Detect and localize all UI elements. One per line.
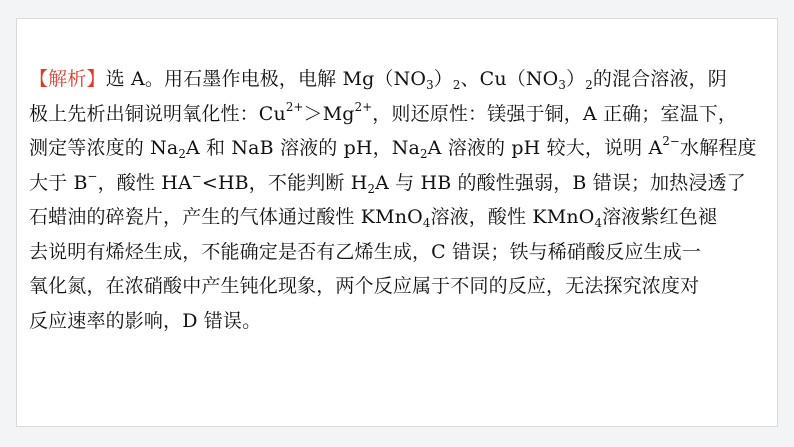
text-run: A 溶液的 pH 较大，说明 A (427, 137, 663, 159)
subscript: 2 (178, 147, 186, 162)
analysis-line-1 (29, 62, 777, 97)
text-run: ） (566, 68, 586, 90)
superscript: 2+ (285, 99, 304, 114)
superscript: − (87, 168, 98, 183)
superscript: 2− (662, 134, 681, 149)
text-run: A 和 NaB 溶液的 pH，Na (185, 137, 421, 159)
superscript: 2+ (354, 99, 373, 114)
text-run: 的混合溶液，阴 (592, 68, 727, 90)
text-run: 大于 B (29, 171, 88, 194)
text-run: 石蜡油的碎瓷片，产生的气体通过酸性 KMnO (29, 206, 423, 228)
text-run: ） (433, 68, 453, 90)
superscript: − (191, 168, 202, 183)
text-run: ＞Mg (303, 102, 355, 125)
analysis-label: 【解析】 (29, 68, 106, 90)
subscript: 2 (367, 181, 376, 196)
analysis-line-7 (29, 269, 777, 304)
text-run: 溶液，酸性 KMnO (430, 206, 595, 228)
text-run: 反应速率的影响，D 错误。 (29, 309, 262, 332)
analysis-line-6 (29, 235, 777, 270)
text-run: 去说明有烯烃生成，不能确定是否有乙烯生成，C 错误；铁与稀硝酸反应生成一 (29, 240, 701, 263)
analysis-line-4 (29, 166, 777, 201)
subscript: 2 (420, 147, 428, 162)
analysis-line-8 (29, 304, 777, 339)
text-run: 水解程度 (680, 137, 757, 159)
text-run: 极上先析出铜说明氧化性：Cu (29, 102, 286, 125)
text-run: <HB，不能判断 H (201, 171, 368, 194)
text-run: 氧化氮，在浓硝酸中产生钝化现象，两个反应属于不同的反应，无法探究浓度对 (29, 275, 700, 297)
text-run: A 与 HB 的酸性强弱，B 错误；加热浸透了 (375, 171, 746, 194)
subscript: 3 (426, 78, 434, 93)
text-run: 选 A。用石墨作电极，电解 Mg（NO (105, 68, 427, 90)
text-run: 测定等浓度的 Na (29, 137, 179, 159)
analysis-line-3 (29, 131, 777, 166)
analysis-line-2 (29, 97, 777, 132)
subscript: 2 (452, 78, 461, 93)
subscript: 3 (558, 78, 567, 93)
text-run: 、Cu（NO (460, 68, 559, 90)
text-run: 溶液紫红色褪 (602, 206, 718, 228)
subscript: 4 (422, 216, 431, 231)
subscript: 2 (585, 78, 593, 93)
text-run: ，酸性 HA (97, 171, 192, 194)
analysis-line-5 (29, 200, 777, 235)
analysis-paragraph (29, 62, 777, 338)
text-run: ，则还原性：镁强于铜，A 正确；室温下， (372, 102, 738, 125)
subscript: 4 (594, 216, 603, 231)
